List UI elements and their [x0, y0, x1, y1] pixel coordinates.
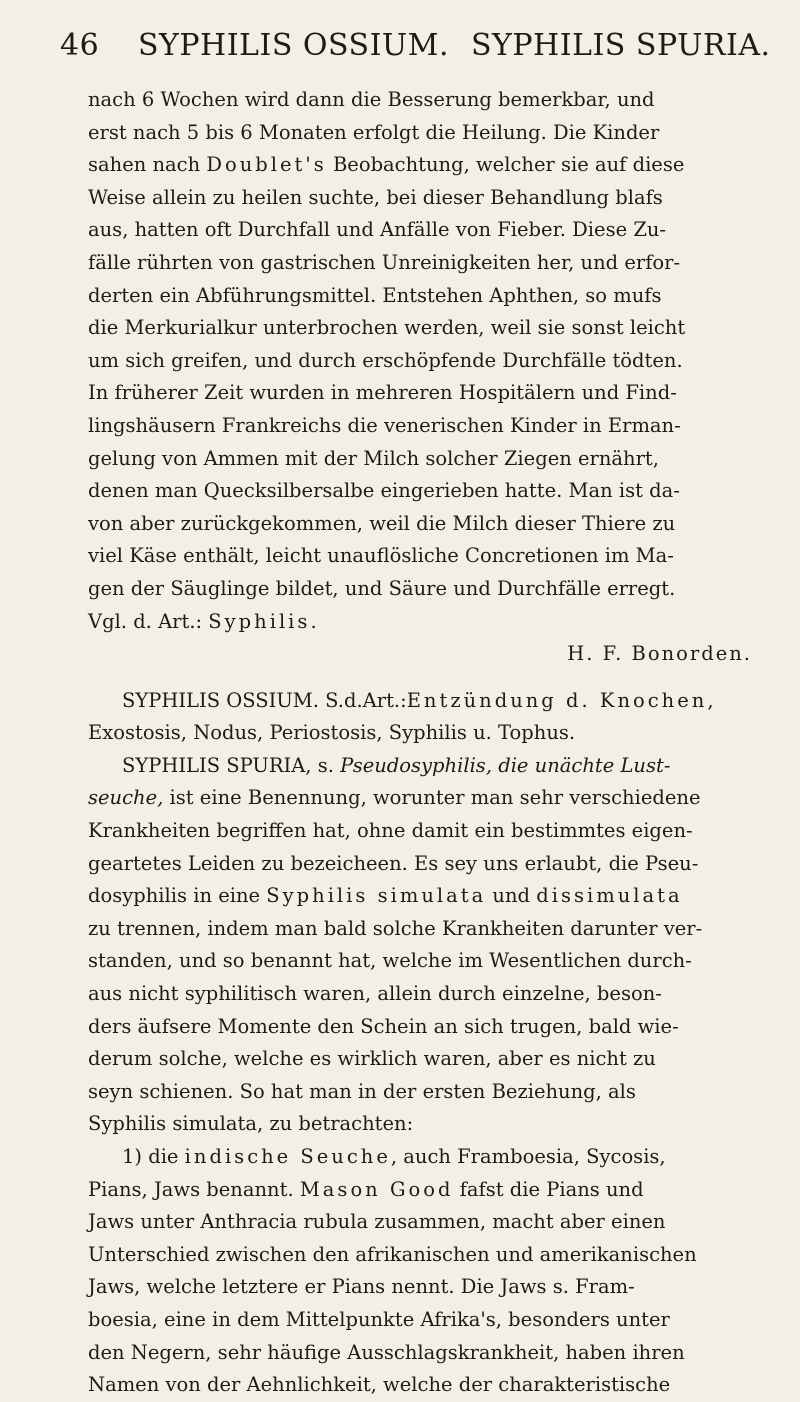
text-line: aus nicht syphilitisch waren, allein durch einzelne, beson- [88, 982, 662, 1006]
text-line: Weise allein zu heilen suchte, bei dieser Behandlung blafs [88, 185, 663, 209]
author-signature: H. F. Bonorden. [567, 642, 752, 666]
text-line: Syphilis simulata, zu betrachten: [88, 1112, 414, 1136]
header-left-title: SYPHILIS OSSIUM. [138, 28, 449, 63]
text-line: Jaws unter Anthracia rubula zusammen, macht aber einen [88, 1210, 666, 1234]
text-line: aus, hatten oft Durchfall und Anfälle von Fieber. Diese Zu- [88, 218, 667, 242]
text-line: boesia, eine in dem Mittelpunkte Afrika's, besonders unter [88, 1307, 670, 1331]
entry-heading-spuria: SYPHILIS SPURIA, s. Pseudosyphilis, die unächte Lust- [122, 753, 671, 777]
page-number: 46 [60, 28, 100, 63]
author-name: Doublet's [206, 153, 327, 177]
text-line: Krankheiten begriffen hat, ohne damit ein bestimmtes eigen- [88, 819, 693, 843]
list-item: 1) die indische Seuche, auch Framboesia, Sycosis, [122, 1145, 666, 1168]
text-line: sahen nach Doublet's Beobachtung, welcher sie auf diese [88, 153, 685, 177]
entry-heading-ossium: SYPHILIS OSSIUM. S.d.Art.:Entzündung d. Knochen, [122, 688, 714, 712]
text-line: derten ein Abführungsmittel. Entstehen Aphthen, so mufs [88, 283, 662, 307]
text-line: von aber zurückgekommen, weil die Milch dieser Thiere zu [88, 511, 676, 535]
text-line: ders äufsere Momente den Schein an sich trugen, bald wie- [88, 1014, 679, 1038]
text-line: In früherer Zeit wurden in mehreren Hospitälern und Find- [88, 381, 677, 405]
text-line: dosyphilis in eine Syphilis simulata und dissimulata [88, 884, 683, 908]
text-line: Namen von der Aehnlichkeit, welche der charakteristische [88, 1373, 671, 1397]
running-header [60, 28, 771, 63]
text-line: gelung von Ammen mit der Milch solcher Ziegen ernährt, [88, 446, 659, 470]
text-line: seyn schienen. So hat man in der ersten Beziehung, als [88, 1079, 636, 1103]
text-line: Jaws, welche letztere er Pians nennt. Die Jaws s. Fram- [88, 1275, 635, 1299]
text-line: erst nach 5 bis 6 Monaten erfolgt die Heilung. Die Kinder [88, 120, 660, 144]
text-line: zu trennen, indem man bald solche Krankheiten darunter ver- [88, 916, 703, 940]
text-body [88, 84, 760, 1402]
cross-reference: Syphilis [208, 609, 311, 633]
text-line: lingshäusern Frankreichs die venerischen Kinder in Erman- [88, 413, 681, 437]
text-line: den Negern, sehr häufige Ausschlagskrankheit, haben ihren [88, 1340, 685, 1364]
text-line: Vgl. d. Art.: Syphilis. [88, 609, 317, 633]
header-right-title: SYPHILIS SPURIA. [470, 28, 771, 63]
text-line: Unterschied zwischen den afrikanischen und amerikanischen [88, 1242, 697, 1266]
text-line: Pians, Jaws benannt. Mason Good fafst die Pians und [88, 1177, 644, 1201]
text-line: derum solche, welche es wirklich waren, aber es nicht zu [88, 1047, 656, 1071]
text-line: geartetes Leiden zu bezeicheen. Es sey uns erlaubt, die Pseu- [88, 851, 699, 875]
text-line: nach 6 Wochen wird dann die Besserung bemerkbar, und [88, 88, 655, 111]
text-line: um sich greifen, und durch erschöpfende Durchfälle tödten. [88, 348, 683, 372]
text-line: gen der Säuglinge bildet, und Säure und Durchfälle erregt. [88, 576, 676, 600]
text-line: Exostosis, Nodus, Periostosis, Syphilis u. Tophus. [88, 721, 576, 745]
text-line: viel Käse enthält, leicht unauflösliche Concretionen im Ma- [88, 544, 674, 568]
text-line: fälle rührten von gastrischen Unreinigkeiten her, und erfor- [88, 250, 681, 274]
text-line: seuche, ist eine Benennung, worunter man sehr verschiedene [88, 786, 701, 810]
text-line: denen man Quecksilbersalbe eingerieben hatte. Man ist da- [88, 479, 680, 503]
text-line: standen, und so benannt hat, welche im Wesentlichen durch- [88, 949, 692, 973]
text-line: die Merkurialkur unterbrochen werden, weil sie sonst leicht [88, 316, 686, 340]
